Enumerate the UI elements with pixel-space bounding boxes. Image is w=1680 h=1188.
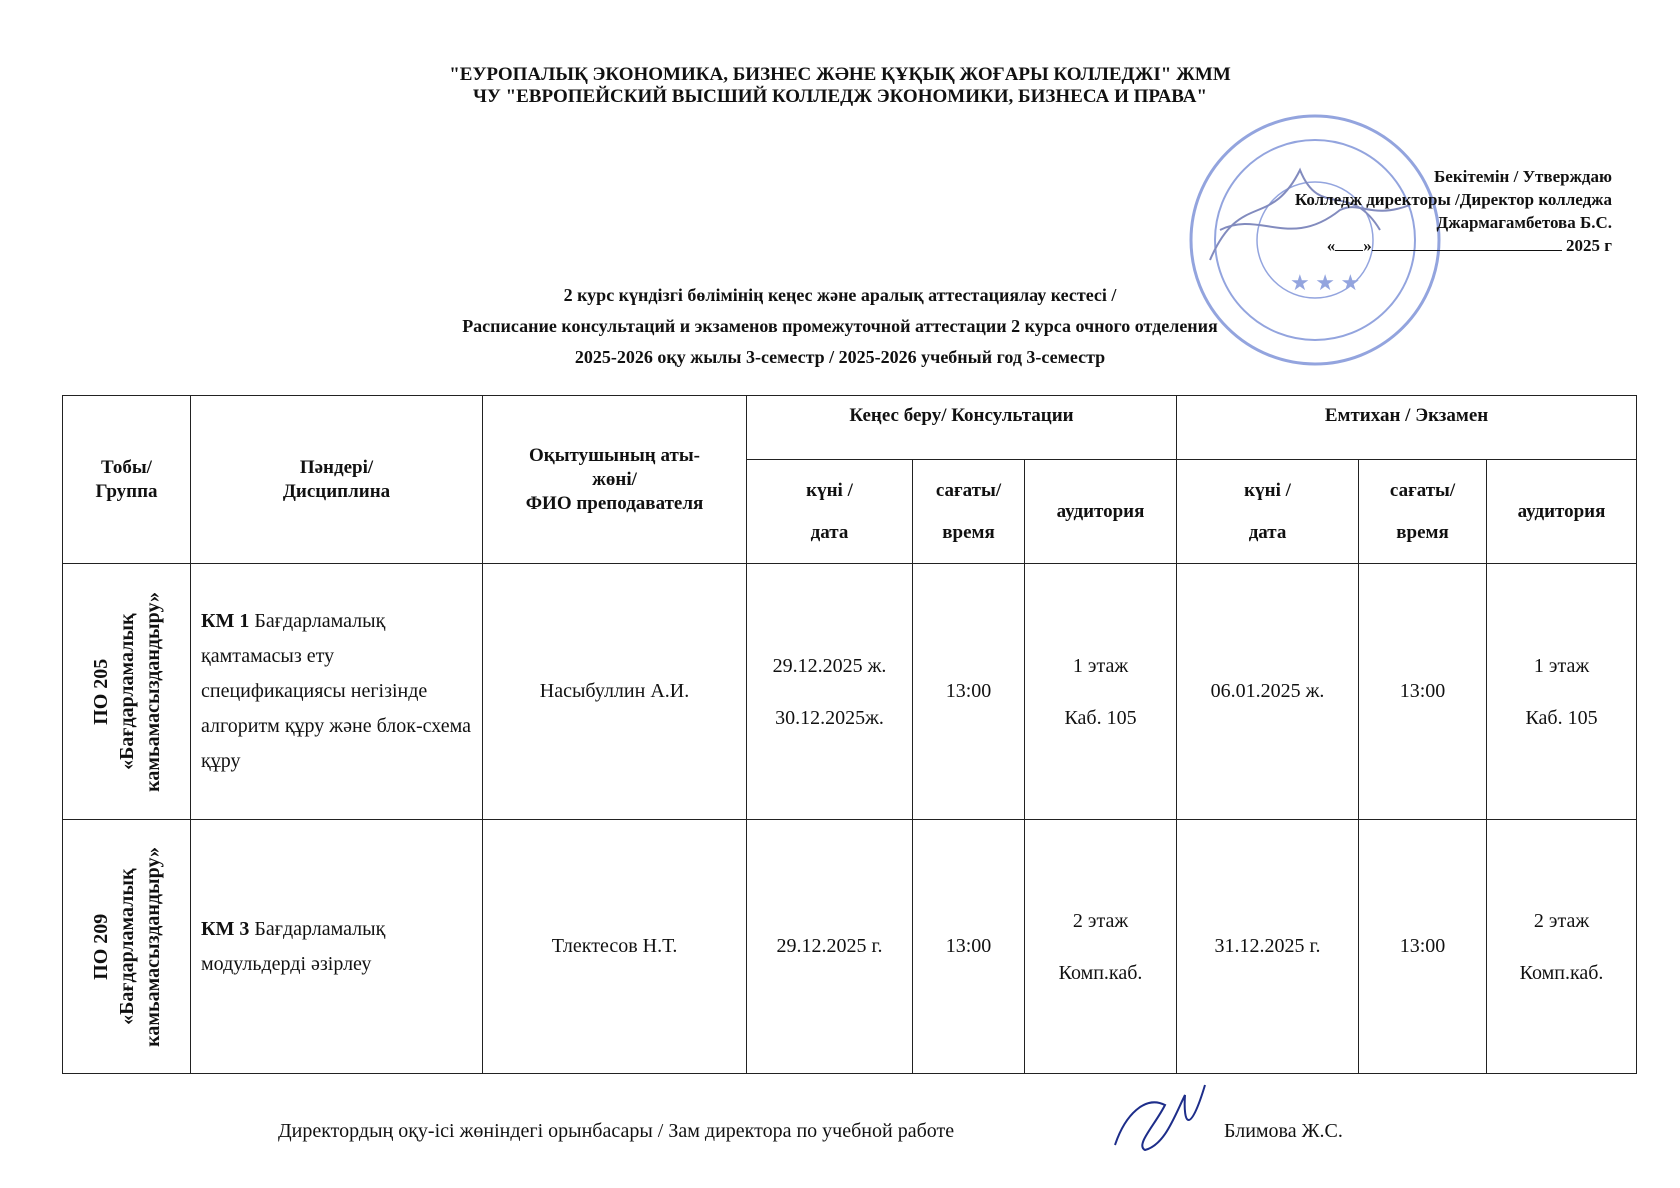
approval-line2: Колледж директоры /Директор колледжа xyxy=(1294,190,1612,209)
header-exam-time: сағаты/ время xyxy=(1359,460,1487,564)
consult-date-cell: 29.12.2025 г. xyxy=(747,820,913,1074)
title-semester: 2025-2026 оқу жылы 3-семестр / 2025-2026 учебный год 3-семестр xyxy=(574,347,1106,367)
consult-room-cell: 1 этаж Каб. 105 xyxy=(1025,564,1177,820)
date-day-blank xyxy=(1335,236,1363,251)
date-quote-close: » xyxy=(1363,236,1372,255)
consult-time-cell: 13:00 xyxy=(913,820,1025,1074)
approval-signer: Джармагамбетова Б.С. xyxy=(1436,213,1612,232)
header-teacher: Оқытушының аты- жөні/ ФИО преподавателя xyxy=(483,396,747,564)
discipline-cell xyxy=(191,564,483,820)
discipline-name: Бағдарламалық қамтамасыз ету спецификациясы негізінде алгоритм құру және блок-схема құру xyxy=(201,610,471,772)
exam-room-cell: 2 этаж Комп.каб. xyxy=(1487,820,1637,1074)
exam-time-cell: 13:00 xyxy=(1359,564,1487,820)
schedule-table xyxy=(62,395,1637,1074)
exam-date-cell: 31.12.2025 г. xyxy=(1177,820,1359,1074)
consult-room-cell: 2 этаж Комп.каб. xyxy=(1025,820,1177,1074)
deputy-director-name: Блимова Ж.С. xyxy=(1224,1120,1343,1142)
table-row xyxy=(63,564,1637,820)
group-cell: ПО 209 «Бағдарламалық камьамасыздандыру» xyxy=(63,820,191,1074)
approval-line1: Бекітемін / Утверждаю xyxy=(1434,167,1612,186)
consult-time-cell: 13:00 xyxy=(913,564,1025,820)
exam-room-cell: 1 этаж Каб. 105 xyxy=(1487,564,1637,820)
date-month-blank xyxy=(1372,236,1562,251)
approval-block xyxy=(1052,165,1612,257)
header-group: Тобы/ Группа xyxy=(63,396,191,564)
college-name-ru: ЧУ "ЕВРОПЕЙСКИЙ ВЫСШИЙ КОЛЛЕДЖ ЭКОНОМИКИ, БИЗНЕСА И ПРАВА" xyxy=(472,86,1208,107)
svg-text:★ ★ ★: ★ ★ ★ xyxy=(1290,270,1361,295)
consult-date-cell: 29.12.2025 ж. 30.12.2025ж. xyxy=(747,564,913,820)
header-consult-room: аудитория xyxy=(1025,460,1177,564)
title-kz: 2 курс күндізгі бөлімінің кеңес және аралық аттестациялау кестесі / xyxy=(563,285,1117,305)
exam-date-cell: 06.01.2025 ж. xyxy=(1177,564,1359,820)
approval-year: 2025 г xyxy=(1566,236,1612,255)
header-consult-date: күні / дата xyxy=(747,460,913,564)
module-code: КМ 1 xyxy=(201,610,250,632)
date-quote-open: « xyxy=(1326,236,1336,255)
header-consultations: Кеңес беру/ Консультации xyxy=(747,396,1177,460)
header-exam: Емтихан / Экзамен xyxy=(1177,396,1637,460)
header-exam-room: аудитория xyxy=(1487,460,1637,564)
approval-date-line xyxy=(1052,234,1612,257)
header-discipline: Пәндері/ Дисциплина xyxy=(191,396,483,564)
college-name-kz: "ЕУРОПАЛЫҚ ЭКОНОМИКА, БИЗНЕС ЖӘНЕ ҚҰҚЫҚ ЖОҒАРЫ КОЛЛЕДЖІ" ЖММ xyxy=(449,64,1231,85)
title-ru: Расписание консультаций и экзаменов промежуточной аттестации 2 курса очного отделения xyxy=(462,316,1218,336)
table-row xyxy=(63,820,1637,1074)
module-code: КМ 3 xyxy=(201,917,250,940)
teacher-cell: Насыбуллин А.И. xyxy=(483,564,747,820)
deputy-director-label: Директордың оқу-ісі жөніндегі орынбасары / Зам директора по учебной работе xyxy=(278,1120,955,1142)
exam-time-cell: 13:00 xyxy=(1359,820,1487,1074)
discipline-name: Бағдарламалық модульдерді әзірлеу xyxy=(201,917,386,975)
discipline-cell xyxy=(191,820,483,1074)
group-cell: ПО 205 «Бағдарламалық камьамасыздандыру» xyxy=(63,564,191,820)
header-consult-time: сағаты/ время xyxy=(913,460,1025,564)
teacher-cell: Тлектесов Н.Т. xyxy=(483,820,747,1074)
header-exam-date: күні / дата xyxy=(1177,460,1359,564)
deputy-signature xyxy=(1105,1075,1225,1165)
